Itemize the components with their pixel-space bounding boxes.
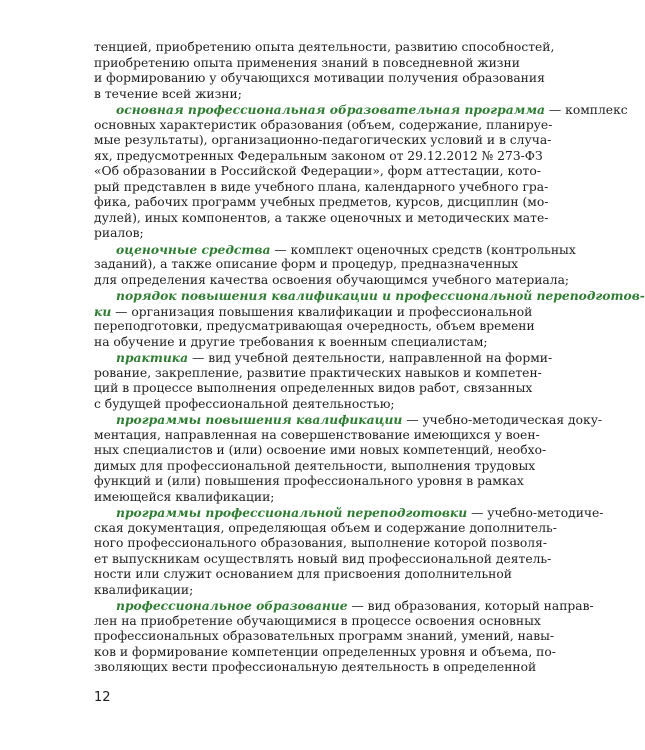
- line-text: основных характеристик образования (объем, содержание, планируе-: [94, 117, 553, 132]
- text-line: [94, 241, 576, 258]
- line-text: димых для профессиональной деятельности, выполнения трудовых: [94, 458, 536, 473]
- defined-term: профессиональное образование: [116, 598, 348, 613]
- text-line: [94, 210, 549, 227]
- line-text: для определения качества освоения обучающимся учебного материала;: [94, 272, 570, 287]
- text-line: [94, 133, 552, 149]
- page-number: 12: [94, 690, 111, 705]
- text-line: [94, 660, 537, 676]
- line-text: ет выпускникам осуществлять новый вид профессиональной деятель-: [94, 551, 552, 566]
- line-text: лен на приобретение обучающимися в процессе освоения основных: [94, 613, 541, 628]
- text-line: [94, 365, 542, 382]
- line-text: — учебно-методиче-: [467, 506, 604, 520]
- line-text: риалов;: [94, 226, 144, 240]
- text-line: [94, 257, 519, 273]
- text-line: [94, 179, 549, 196]
- line-text: — вид учебной деятельности, направленной на форми-: [188, 351, 553, 365]
- text-line: [94, 629, 555, 645]
- text-line: [94, 490, 508, 506]
- text-line: [94, 164, 541, 180]
- text-line: [94, 71, 545, 87]
- line-text: приобретению опыта применения знаний в повседневной жизни: [94, 55, 520, 70]
- text-line: [94, 551, 552, 568]
- defined-term: порядок повышения квалификации и профессиональной переподготов-: [116, 288, 645, 303]
- line-text: переподготовки, предусматривающая очередность, объем времени: [94, 319, 535, 333]
- line-text: на обучение и другие требования к военным специалистам;: [94, 334, 488, 349]
- line-text: — комплекс: [545, 103, 628, 117]
- line-text: в течение всей жизни;: [94, 86, 242, 101]
- text-line: [94, 644, 556, 661]
- text-line: [94, 381, 533, 397]
- text-line: [94, 102, 628, 118]
- body-text: [94, 40, 645, 676]
- text-line: [94, 598, 594, 614]
- line-text: профессиональных образовательных программ знаний, умений, навы-: [94, 629, 555, 643]
- line-text: ская документация, определяющая объем и содержание дополнитель-: [94, 520, 557, 535]
- line-text: с будущей профессиональной деятельностью;: [94, 396, 395, 411]
- text-line: [94, 583, 508, 599]
- line-text: тенцией, приобретению опыта деятельности, развитию способностей,: [94, 40, 555, 54]
- text-line: [94, 350, 553, 366]
- defined-term: ки: [94, 303, 112, 319]
- line-text: имеющейся квалификации;: [94, 489, 275, 504]
- line-text: — комплект оценочных средств (контрольных: [270, 242, 576, 257]
- line-text: зволяющих вести профессиональную деятельность в определенной: [94, 660, 537, 674]
- text-line: [94, 536, 548, 552]
- line-text: ных специалистов и (или) освоение ими новых компетенций, необхо-: [94, 443, 547, 457]
- text-line: [94, 458, 536, 475]
- text-line: [94, 505, 604, 521]
- defined-term: программы повышения квалификации: [116, 412, 403, 427]
- text-line: [94, 55, 520, 72]
- line-text: рование, закрепление, развитие практических навыков и компетен-: [94, 365, 542, 380]
- text-line: [94, 335, 508, 351]
- text-line: [94, 40, 555, 56]
- defined-term: программы профессиональной переподготовки: [116, 505, 468, 520]
- line-text: ности или служит основанием для присвоения дополнительной: [94, 567, 512, 581]
- line-text: «Об образовании в Российской Федерации», форм аттестации, кото-: [94, 164, 541, 178]
- line-text: — организация повышения квалификации и профессиональной: [111, 304, 533, 319]
- line-text: рый представлен в виде учебного плана, календарного учебного гра-: [94, 179, 549, 194]
- line-text: ций в процессе выполнения определенных видов работ, связанных: [94, 381, 533, 395]
- line-text: фика, рабочих программ учебных предметов, курсов, дисциплин (мо-: [94, 195, 549, 209]
- line-text: ях, предусмотренных Федеральным законом от 29.12.2012 № 273-ФЗ: [94, 148, 543, 163]
- line-text: и формированию у обучающихся мотивации получения образования: [94, 71, 545, 85]
- line-text: квалификации;: [94, 582, 194, 597]
- text-line: [94, 427, 540, 444]
- text-line: [94, 272, 570, 289]
- text-line: [94, 613, 541, 630]
- text-line: [94, 412, 603, 428]
- text-line: [94, 87, 508, 103]
- defined-term: практика: [116, 350, 189, 365]
- line-text: мые результаты), организационно-педагогических условий и в случа-: [94, 133, 552, 147]
- line-text: ментация, направленная на совершенствование имеющихся у воен-: [94, 427, 540, 442]
- defined-term: оценочные средства: [116, 241, 271, 257]
- text-line: [94, 474, 524, 490]
- text-line: [94, 195, 549, 211]
- line-text: дулей), иных компонентов, а также оценочных и методических мате-: [94, 210, 549, 225]
- text-line: [94, 443, 547, 459]
- line-text: — вид образования, который направ-: [347, 599, 594, 613]
- text-line: [94, 148, 543, 165]
- defined-term: основная профессиональная образовательная программа: [116, 102, 546, 117]
- text-line: [94, 303, 533, 320]
- text-line: [94, 567, 512, 583]
- line-text: ков и формирование компетенции определенных уровня и объема, по-: [94, 644, 556, 659]
- text-line: [94, 319, 535, 335]
- line-text: функций и (или) повышения профессионального уровня в рамках: [94, 474, 524, 488]
- text-line: [94, 226, 508, 242]
- line-text: — учебно-методическая доку-: [402, 413, 603, 427]
- line-text: заданий), а также описание форм и процедур, предназначенных: [94, 257, 519, 271]
- text-line: [94, 117, 553, 134]
- text-line: [94, 288, 645, 304]
- line-text: ного профессионального образования, выполнение которой позволя-: [94, 536, 548, 550]
- text-line: [94, 520, 557, 537]
- text-line: [94, 397, 508, 413]
